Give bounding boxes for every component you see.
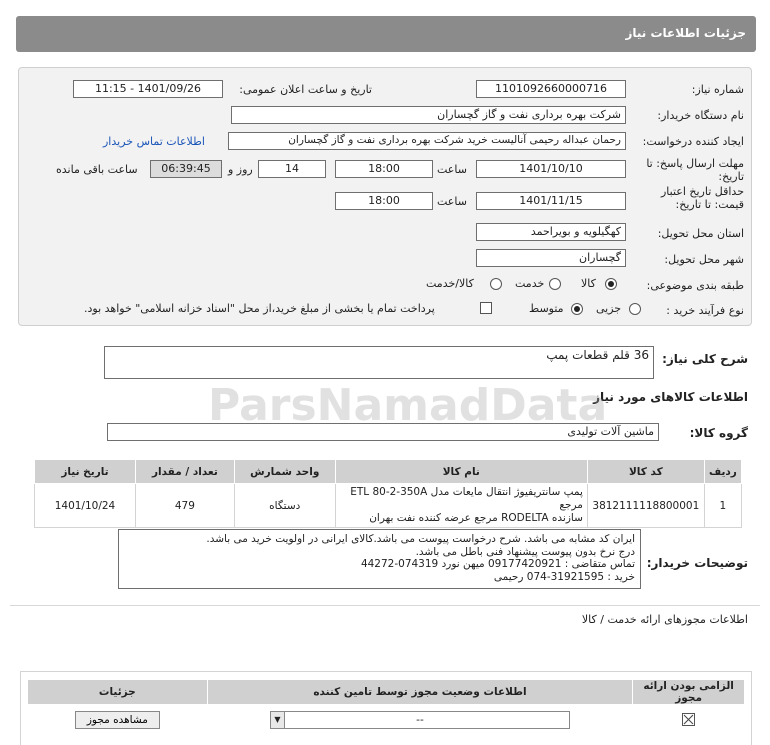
category-service-label: خدمت — [515, 277, 545, 290]
permits-col-status: اطلاعات وضعیت مجوز توسط تامین کننده — [207, 680, 633, 705]
col-name: نام کالا — [335, 460, 587, 484]
remaining-time-field: 06:39:45 — [150, 160, 222, 178]
process-minor-label: جزیی — [596, 302, 622, 315]
cell-name-line1: پمپ سانتریفیوژ انتقال مایعات مدل ETL 80-2-350A مرجع — [350, 486, 583, 511]
category-both-radio[interactable] — [490, 278, 502, 290]
announce-field[interactable]: 1401/09/26 - 11:15 — [73, 80, 223, 98]
days-label: روز و — [228, 163, 253, 176]
reply-deadline-label: مهلت ارسال پاسخ: تا تاریخ: — [646, 157, 744, 183]
col-row: ردیف — [704, 460, 741, 484]
reply-time-field[interactable]: 18:00 — [335, 160, 433, 178]
permits-col-details: جزئیات — [28, 680, 208, 705]
cell-qty: 479 — [135, 484, 234, 528]
permits-title: اطلاعات مجوزهای ارائه خدمت / کالا — [581, 613, 748, 626]
description-field[interactable]: 36 قلم قطعات پمپ — [104, 346, 654, 379]
treasury-checkbox[interactable] — [480, 302, 492, 314]
validity-label: حداقل تاریخ اعتبار قیمت: تا تاریخ: — [660, 185, 744, 211]
cell-code: 3812111118800001 — [587, 484, 704, 528]
buyer-notes-field[interactable] — [118, 529, 641, 589]
required-checkbox-icon — [682, 713, 695, 726]
need-number-field[interactable]: 1101092660000716 — [476, 80, 626, 98]
process-medium-label: متوسط — [529, 302, 564, 315]
permit-status-value: -- — [416, 713, 424, 726]
province-field[interactable]: کهگیلویه و بویراحمد — [476, 223, 626, 241]
cell-name — [335, 484, 587, 528]
category-label: طبقه بندی موضوعی: — [646, 279, 744, 292]
goods-table — [34, 459, 742, 528]
buyer-org-field[interactable]: شرکت بهره برداری نفت و گاز گچساران — [231, 106, 626, 124]
col-unit: واحد شمارش — [234, 460, 335, 484]
validity-time-field[interactable]: 18:00 — [335, 192, 433, 210]
process-label: نوع فرآیند خرید : — [666, 304, 744, 317]
days-field[interactable]: 14 — [258, 160, 326, 178]
category-both-label: کالا/خدمت — [426, 277, 474, 290]
reply-date-field[interactable]: 1401/10/10 — [476, 160, 626, 178]
buyer-contact-link[interactable]: اطلاعات تماس خریدار — [103, 135, 205, 148]
cell-unit: دستگاه — [234, 484, 335, 528]
page-header — [16, 16, 756, 52]
goods-group-field[interactable]: ماشین آلات تولیدی — [107, 423, 659, 441]
city-field[interactable]: گچساران — [476, 249, 626, 267]
goods-group-label: گروه کالا: — [689, 426, 748, 440]
category-goods-label: کالا — [581, 277, 596, 290]
cell-row: 1 — [704, 484, 741, 528]
requester-label: ایجاد کننده درخواست: — [642, 135, 744, 148]
validity-time-label: ساعت — [437, 195, 467, 208]
col-code: کد کالا — [587, 460, 704, 484]
category-goods-radio[interactable] — [605, 278, 617, 290]
buyer-notes-line-4: خرید : 31921595-074 رحیمی — [493, 570, 635, 583]
col-date: تاریخ نیاز — [35, 460, 136, 484]
watermark-logo: ParsNamadData — [208, 380, 608, 431]
province-label: استان محل تحویل: — [657, 227, 744, 240]
process-minor-radio[interactable] — [629, 303, 641, 315]
permits-col-required: الزامی بودن ارائه مجوز — [633, 680, 745, 705]
permits-status-cell — [207, 705, 633, 735]
col-qty: تعداد / مقدار — [135, 460, 234, 484]
view-permit-button[interactable]: مشاهده مجوز — [75, 711, 160, 729]
buyer-org-label: نام دستگاه خریدار: — [657, 109, 744, 122]
validity-date-field[interactable]: 1401/11/15 — [476, 192, 626, 210]
table-row[interactable] — [35, 484, 742, 528]
permit-status-select[interactable] — [270, 711, 570, 729]
buyer-notes-line-1: ایران کد مشابه می باشد. شرح درخواست پیوست می باشد.کالای ایرانی در اولویت خرید می باشد. — [206, 533, 635, 545]
category-service-radio[interactable] — [549, 278, 561, 290]
permits-required-cell — [633, 705, 745, 735]
page-title: جزئیات اطلاعات نیاز — [625, 26, 746, 40]
chevron-down-icon[interactable]: ▼ — [271, 712, 285, 728]
treasury-text: پرداخت تمام یا بخشی از مبلغ خرید،از محل "اسناد خزانه اسلامی" خواهد بود. — [84, 302, 435, 315]
cell-date: 1401/10/24 — [35, 484, 136, 528]
goods-section-title: اطلاعات کالاهای مورد نیاز — [593, 390, 748, 404]
permits-table — [27, 679, 745, 735]
announce-label: تاریخ و ساعت اعلان عمومی: — [239, 83, 372, 96]
section-divider — [10, 605, 760, 606]
need-number-label: شماره نیاز: — [691, 83, 744, 96]
buyer-notes-label: توضیحات خریدار: — [646, 556, 748, 570]
permits-details-cell — [28, 705, 208, 735]
buyer-notes-line-3: تماس متقاضی : 09177420921 میهن نورد 074319-44272 — [360, 558, 635, 570]
permits-row — [28, 705, 745, 735]
requester-field[interactable]: رحمان عبداله رحیمی آنالیست خرید شرکت بهره برداری نفت و گاز گچساران — [228, 132, 626, 150]
city-label: شهر محل تحویل: — [664, 253, 744, 266]
remaining-label: ساعت باقی مانده — [56, 163, 138, 176]
process-medium-radio[interactable] — [571, 303, 583, 315]
cell-name-line2: سازنده RODELTA مرجع عرضه کننده نفت بهران — [369, 512, 583, 524]
buyer-notes-line-2: درج نرخ بدون پیوست پیشنهاد فنی باطل می باشد. — [415, 545, 635, 558]
description-label: شرح کلی نیاز: — [662, 352, 748, 366]
reply-time-label: ساعت — [437, 163, 467, 176]
